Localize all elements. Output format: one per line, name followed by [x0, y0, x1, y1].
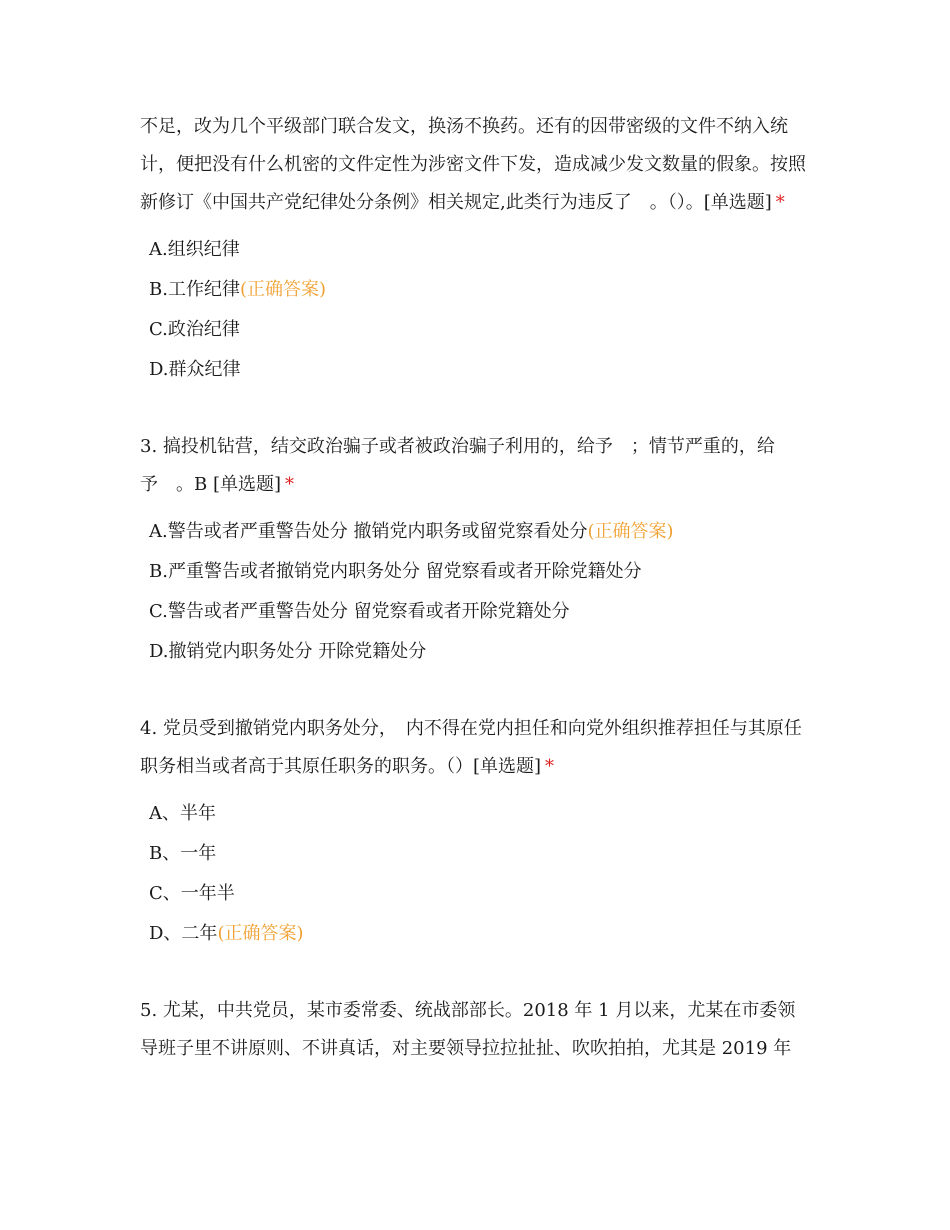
question-text: 3. 搞投机钻营，结交政治骗子或者被政治骗子利用的，给予 ；情节严重的，给予 。B [单选题] * — [140, 436, 775, 495]
question-3 — [140, 428, 812, 672]
option-c[interactable]: C.政治纪律 — [149, 319, 240, 340]
required-asterisk: * — [285, 474, 294, 495]
question-5 — [140, 992, 812, 1068]
correct-answer-tag: (正确答案) — [587, 521, 674, 542]
survey-page — [140, 108, 812, 1068]
correct-answer-tag: (正确答案) — [239, 279, 326, 300]
option-d[interactable]: D.撤销党内职务处分 开除党籍处分 — [149, 641, 427, 662]
option-c[interactable]: C.警告或者严重警告处分 留党察看或者开除党籍处分 — [149, 601, 570, 622]
required-asterisk: * — [545, 756, 555, 777]
option-a[interactable]: A、半年 — [149, 803, 216, 824]
required-asterisk: * — [775, 192, 785, 213]
option-d[interactable]: D、二年(正确答案) — [149, 923, 304, 944]
option-list — [149, 794, 812, 954]
option-d[interactable]: D.群众纪律 — [149, 359, 241, 380]
option-c[interactable]: C、一年半 — [149, 883, 235, 904]
option-a[interactable]: A.组织纪律 — [149, 239, 240, 260]
option-b[interactable]: B.工作纪律(正确答案) — [149, 279, 326, 300]
question-text: 不足，改为几个平级部门联合发文，换汤不换药。还有的因带密级的文件不纳入统计，便把没有什么机密的文件定性为涉密文件下发，造成减少发文数量的假象。按照新修订《中国共产党纪律处分条例》相关规定,此类行为违反了 。（）。[单选题] * — [140, 116, 806, 213]
option-a[interactable]: A.警告或者严重警告处分 撤销党内职务或留党察看处分(正确答案) — [149, 521, 674, 542]
correct-answer-tag: (正确答案) — [217, 923, 304, 944]
option-b[interactable]: B、一年 — [149, 843, 217, 864]
question-text: 4. 党员受到撤销党内职务处分， 内不得在党内担任和向党外组织推荐担任与其原任职务相当或者高于其原任职务的职务。（）[单选题] * — [140, 718, 802, 777]
option-list — [149, 512, 812, 672]
question-text: 5. 尤某，中共党员，某市委常委、统战部部长。2018 年 1 月以来，尤某在市委领导班子里不讲原则、不讲真话，对主要领导拉拉扯扯、吹吹拍拍，尤其是 2019 年 — [140, 1000, 796, 1059]
option-list — [149, 230, 812, 390]
option-b[interactable]: B.严重警告或者撤销党内职务处分 留党察看或者开除党籍处分 — [149, 561, 642, 582]
question-2 — [140, 108, 812, 390]
question-4 — [140, 710, 812, 954]
